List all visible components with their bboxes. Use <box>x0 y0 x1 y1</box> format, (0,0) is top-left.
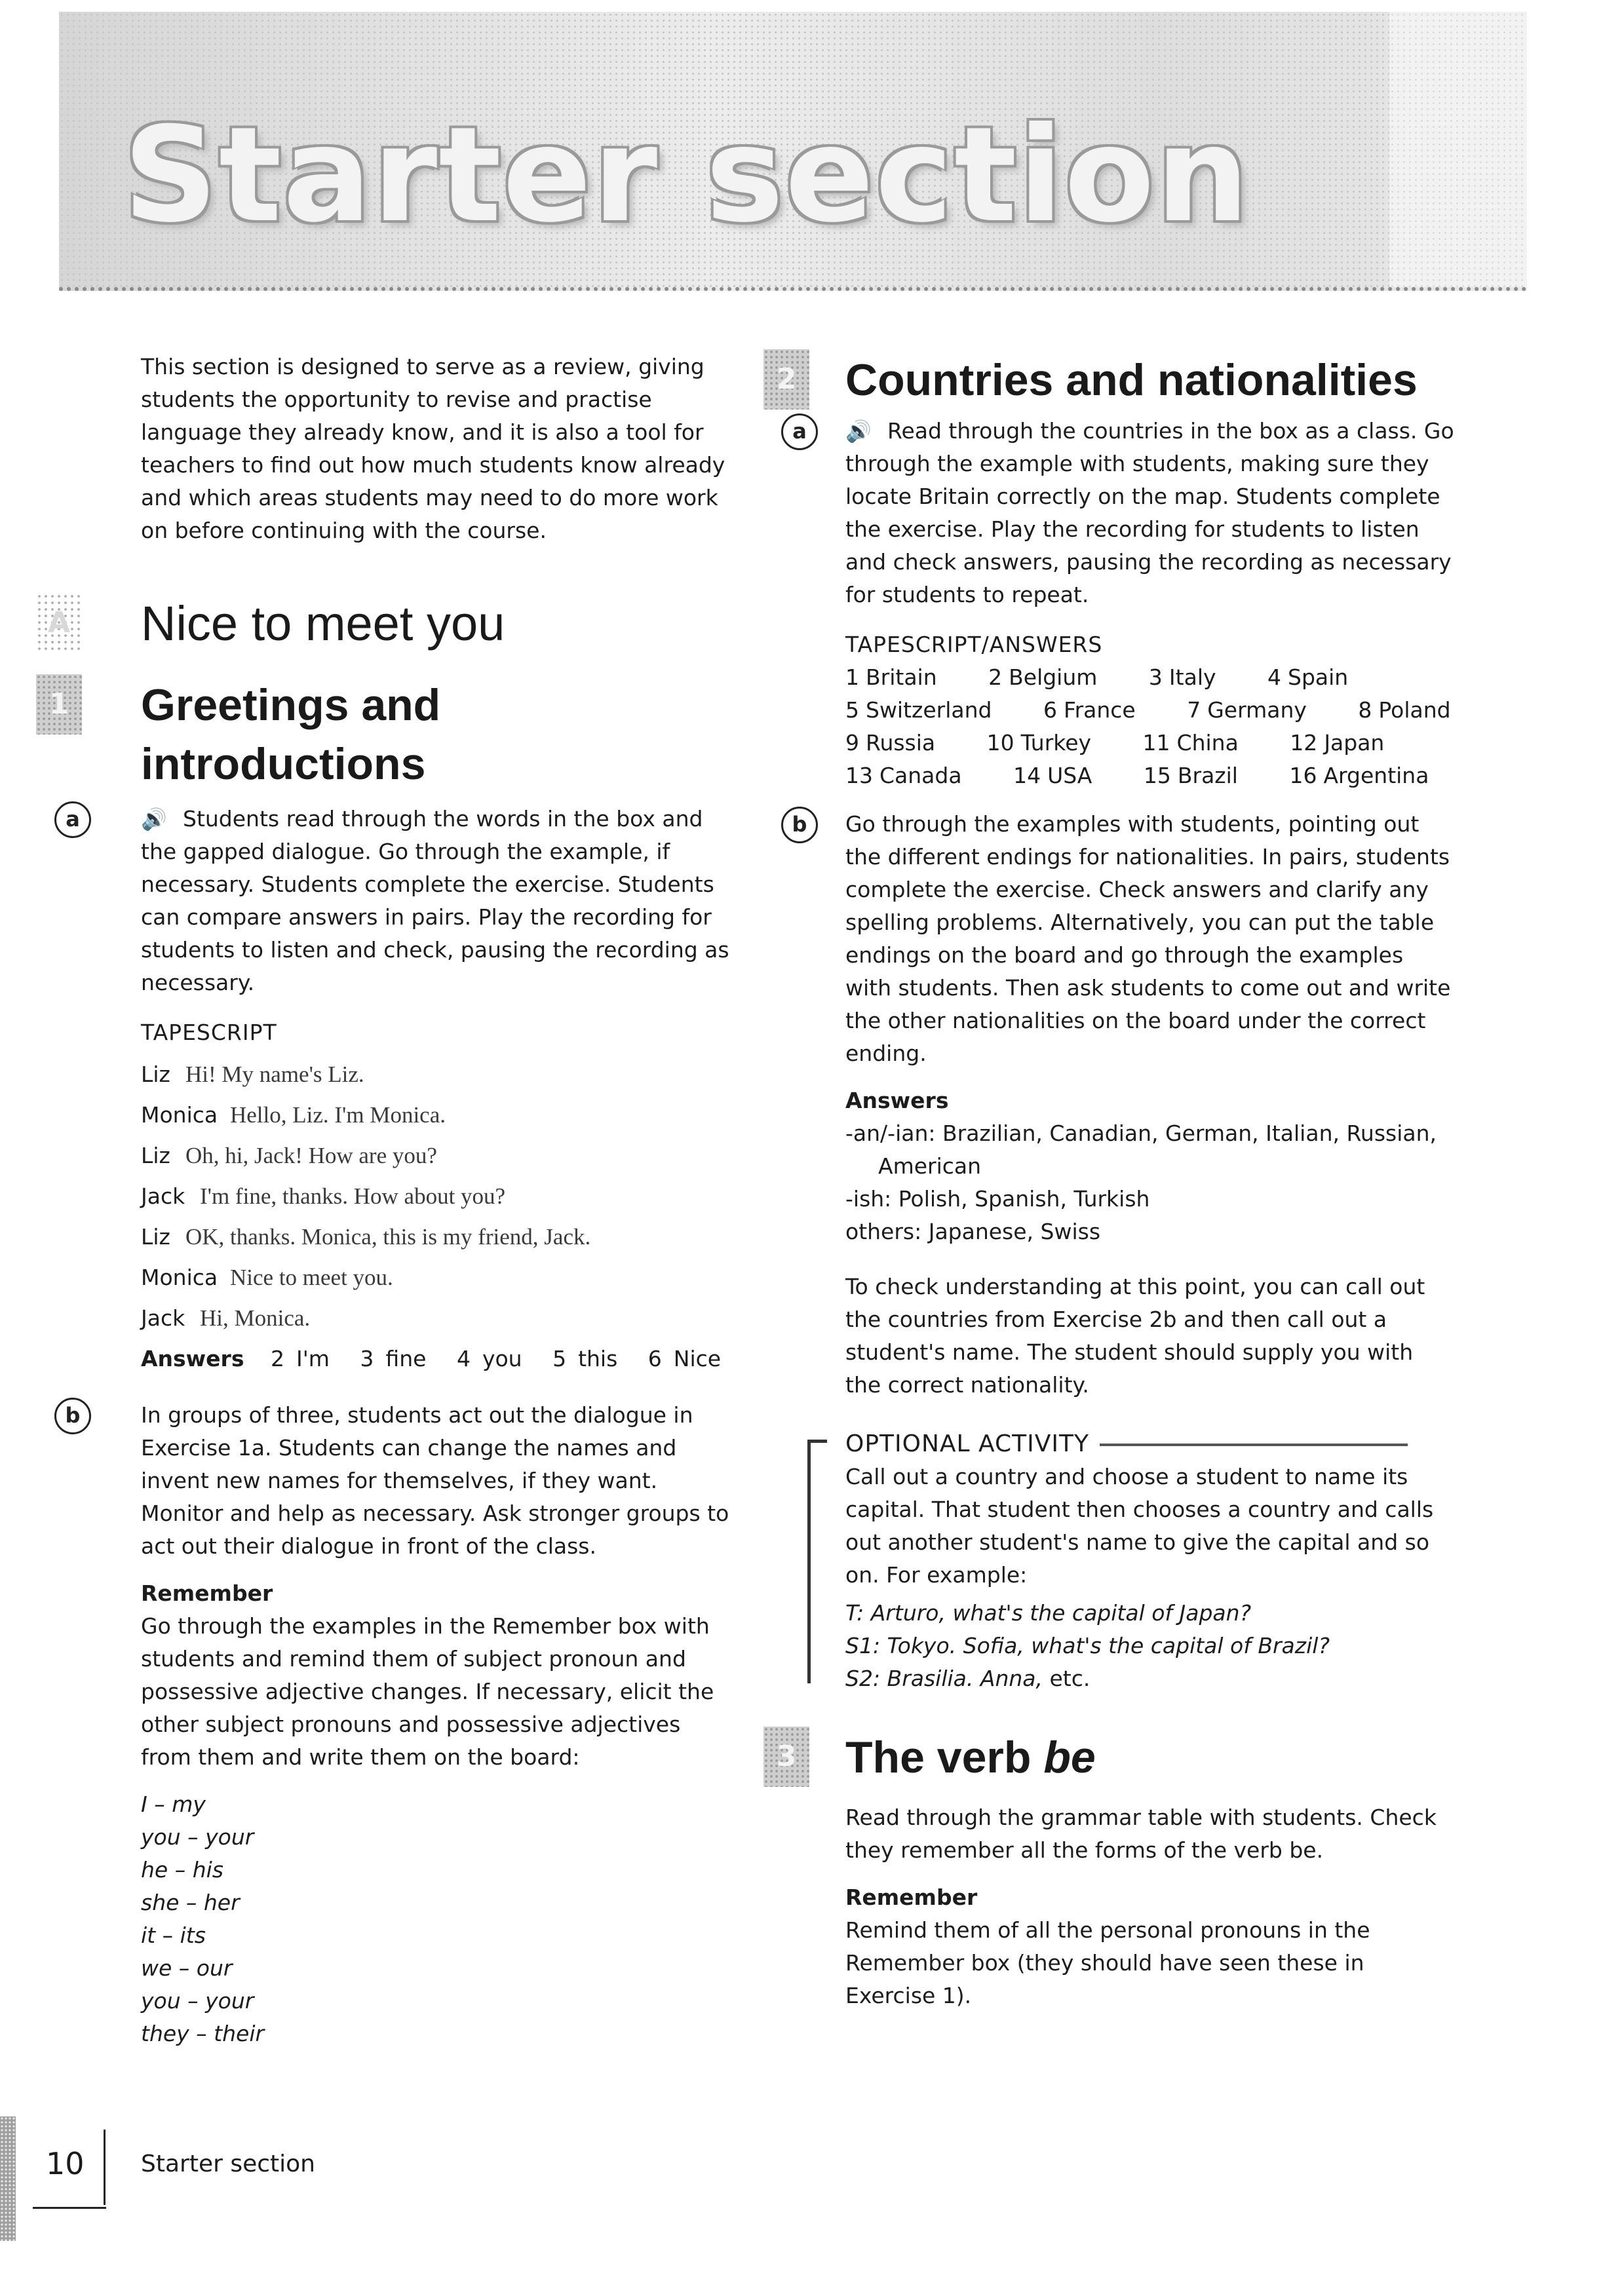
speaker: Jack <box>141 1183 185 1209</box>
audio-icon: 🔊 <box>845 419 872 444</box>
remember-label: Remember <box>141 1580 273 1606</box>
tapescript-dialogue <box>141 1054 731 1339</box>
country-number: 9 <box>845 730 859 756</box>
dialogue-text: OK, thanks. Monica, this is my friend, Jack. <box>185 1224 591 1250</box>
pronoun-pair: she – her <box>141 1890 240 1915</box>
country-name: Canada <box>879 763 962 788</box>
example-line <box>845 1662 1455 1695</box>
country-name: Switzerland <box>866 697 992 723</box>
exercise-1a <box>66 803 731 1379</box>
dialogue-text: Nice to meet you. <box>230 1265 393 1290</box>
pronoun-pair: he – his <box>141 1857 223 1883</box>
country-number: 6 <box>1043 697 1057 723</box>
unit-marker: A <box>36 593 82 653</box>
section-3-text: Read through the grammar table with students. Check they remember all the forms of the verb be. <box>845 1805 1437 1863</box>
optional-activity-bar <box>807 1441 811 1683</box>
country-number: 12 <box>1290 730 1318 756</box>
exercise-instructions: In groups of three, students act out the dialogue in Exercise 1a. Students can change the names and invent new names for themselves, if they want. Monitor and help as necessary. Ask stronger groups to act out their dialogue in front of the class. <box>141 1402 729 1559</box>
dialogue-text: I'm fine, thanks. How about you? <box>200 1183 506 1209</box>
country-number: 3 <box>1148 664 1163 690</box>
right-column <box>776 351 1455 2012</box>
divider <box>1100 1444 1408 1446</box>
section-title <box>845 1728 1455 1787</box>
dialogue-line <box>141 1217 731 1257</box>
country-name: China <box>1176 730 1239 756</box>
check-understanding-text: To check understanding at this point, you can call out the countries from Exercise 2b and then call out a student's name. The student should supply you with the correct nationality. <box>845 1274 1425 1398</box>
section-title-verb: be <box>1043 1732 1096 1782</box>
answer-number: 6 <box>647 1346 662 1371</box>
speaker: Monica <box>141 1102 218 1128</box>
country-number: 1 <box>845 664 859 690</box>
exercise-instructions: Go through the examples with students, pointing out the different endings for nationalities. In pairs, students complete the exercise. Check answers and clarify any spelling problems. Alternatively, you can put the table endings on the board and go through the examples with students. Then ask students to come out and write the other nationalities on the board under the correct ending. <box>845 811 1451 1066</box>
answer-word: I'm <box>296 1346 330 1371</box>
exercise-2a <box>792 415 1455 792</box>
answers-row <box>141 1339 731 1379</box>
section-number-marker: 1 <box>36 674 82 735</box>
pronoun-pair: I – my <box>141 1791 206 1817</box>
country-number: 13 <box>845 763 873 788</box>
country-name: Japan <box>1324 730 1385 756</box>
example-line: S1: Tokyo. Sofia, what's the capital of Brazil? <box>845 1633 1330 1658</box>
answer-number: 3 <box>360 1346 374 1371</box>
country-name: Germany <box>1207 697 1307 723</box>
unit-a-heading <box>47 594 731 653</box>
unit-title: Nice to meet you <box>141 596 505 651</box>
country-number: 5 <box>845 697 859 723</box>
footer-rule-horizontal <box>33 2207 106 2209</box>
intro-paragraph: This section is designed to serve as a review, giving students the opportunity to revise and practise language they already know, and it is also a tool for teachers to find out how much students know already and which areas students may need to do more work on before continuing with the course. <box>141 354 725 543</box>
country-name: Spain <box>1288 664 1349 690</box>
answers-label: Answers <box>141 1346 244 1371</box>
banner-texture <box>1389 12 1527 287</box>
country-number: 8 <box>1358 697 1372 723</box>
section-number-marker: 2 <box>763 349 809 410</box>
answer-word: you <box>482 1346 522 1371</box>
footer-title: Starter section <box>141 2151 315 2177</box>
dialogue-line <box>141 1054 731 1095</box>
remember-text: Go through the examples in the Remember box with students and remind them of subject pronoun and possessive adjective changes. If necessary, elicit the other subject pronouns and possessive adjectives from them and write them on the board: <box>141 1613 714 1770</box>
exercise-text <box>845 415 1455 611</box>
country-number: 10 <box>986 730 1014 756</box>
audio-icon: 🔊 <box>141 807 167 832</box>
pronoun-pair: they – their <box>141 2021 265 2046</box>
pronoun-pair: we – our <box>141 1955 233 1981</box>
tapescript-answers-label: TAPESCRIPT/ANSWERS <box>845 632 1103 657</box>
dialogue-line <box>141 1176 731 1217</box>
nationality-answer: others: Japanese, Swiss <box>845 1219 1101 1244</box>
answer-number: 4 <box>456 1346 471 1371</box>
pronoun-pair: it – its <box>141 1923 206 1948</box>
country-name: France <box>1064 697 1136 723</box>
answer-number: 2 <box>270 1346 284 1371</box>
left-column <box>47 351 731 2050</box>
country-number: 7 <box>1187 697 1201 723</box>
country-list <box>845 661 1455 792</box>
example-italic: S2: Brasilia. Anna, <box>845 1666 1043 1691</box>
country-name: USA <box>1047 763 1092 788</box>
answer-word: fine <box>385 1346 427 1371</box>
country-row <box>845 694 1455 727</box>
country-number: 14 <box>1013 763 1041 788</box>
answers-label: Answers <box>845 1088 949 1113</box>
exercise-instructions: Read through the countries in the box as a class. Go through the example with students, making sure they locate Britain correctly on the map. Students complete the exercise. Play the recording for students to listen and check answers, pausing the recording as necessary for students to repeat. <box>845 418 1454 607</box>
country-row <box>845 661 1455 694</box>
country-name: Brazil <box>1177 763 1238 788</box>
country-number: 16 <box>1289 763 1317 788</box>
exercise-badge: b <box>781 807 818 843</box>
dialogue-line <box>141 1095 731 1136</box>
exercise-instructions: Students read through the words in the box and the gapped dialogue. Go through the example, if necessary. Students complete the exercise. Students can compare answers in pairs. Play the recording for students to listen and check, pausing the recording as necessary. <box>141 806 729 995</box>
dialogue-line <box>141 1298 731 1339</box>
footer-rule-vertical <box>104 2130 106 2205</box>
exercise-badge: b <box>54 1398 91 1434</box>
country-name: Argentina <box>1323 763 1429 788</box>
section-1-heading <box>48 676 731 794</box>
remember-label: Remember <box>845 1885 978 1910</box>
country-name: Belgium <box>1009 664 1098 690</box>
section-3-heading <box>776 1728 1455 1787</box>
optional-activity-title: OPTIONAL ACTIVITY <box>845 1430 1090 1457</box>
exercise-1b <box>65 1399 731 2050</box>
optional-activity-heading <box>845 1428 1455 1461</box>
example-line: T: Arturo, what's the capital of Japan? <box>845 1600 1252 1626</box>
dialogue-text: Hi! My name's Liz. <box>185 1062 364 1087</box>
dialogue-line <box>141 1257 731 1298</box>
exercise-2b <box>792 808 1455 1402</box>
speaker: Liz <box>141 1224 170 1250</box>
country-name: Poland <box>1378 697 1451 723</box>
country-name: Turkey <box>1020 730 1092 756</box>
dialogue-text: Hi, Monica. <box>200 1305 311 1331</box>
optional-activity-text: Call out a country and choose a student to name its capital. That student then chooses a country and calls out another student's name to give the capital and so on. For example: <box>845 1464 1434 1588</box>
optional-activity-bar-top <box>807 1440 827 1443</box>
remember-text: Remind them of all the personal pronouns in the Remember box (they should have seen these in Exercise 1). <box>845 1917 1370 2008</box>
country-number: 4 <box>1267 664 1282 690</box>
pronoun-pair: you – your <box>141 1988 254 2014</box>
pronoun-list <box>141 1788 731 2050</box>
country-row <box>845 759 1455 792</box>
section-2-heading <box>776 351 1455 410</box>
speaker: Monica <box>141 1265 218 1290</box>
nationality-answer: -an/-ian: Brazilian, Canadian, German, Italian, Russian, <box>845 1120 1437 1146</box>
country-name: Italy <box>1168 664 1216 690</box>
optional-activity <box>845 1428 1455 1695</box>
exercise-badge: a <box>54 801 91 838</box>
section-title: Greetings and introductions <box>141 680 441 789</box>
tapescript-label: TAPESCRIPT <box>141 1020 277 1045</box>
page-number: 10 <box>46 2146 85 2181</box>
country-number: 11 <box>1142 730 1170 756</box>
section-title-text: The verb <box>845 1732 1044 1782</box>
pronoun-pair: you – your <box>141 1824 254 1850</box>
nationality-answer-continued: American <box>878 1153 982 1179</box>
answer-word: this <box>578 1346 618 1371</box>
footer-strip <box>0 2116 16 2241</box>
example-suffix: etc. <box>1043 1666 1091 1691</box>
answer-number: 5 <box>552 1346 567 1371</box>
dialogue-text: Oh, hi, Jack! How are you? <box>185 1143 437 1168</box>
answer-word: Nice <box>673 1346 722 1371</box>
dialogue-text: Hello, Liz. I'm Monica. <box>230 1102 446 1128</box>
country-name: Britain <box>866 664 937 690</box>
dialogue-line <box>141 1136 731 1176</box>
nationality-answer: -ish: Polish, Spanish, Turkish <box>845 1186 1150 1212</box>
country-row <box>845 727 1455 759</box>
page-footer <box>0 2116 524 2248</box>
exercise-text <box>141 803 731 999</box>
section-title: Countries and nationalities <box>845 355 1418 405</box>
exercise-badge: a <box>781 413 818 450</box>
speaker: Liz <box>141 1143 170 1168</box>
speaker: Jack <box>141 1305 185 1331</box>
speaker: Liz <box>141 1062 170 1087</box>
header-banner <box>59 12 1527 291</box>
page-title: Starter section <box>123 99 1250 252</box>
country-name: Russia <box>866 730 936 756</box>
country-number: 2 <box>988 664 1003 690</box>
section-number-marker: 3 <box>763 1727 809 1787</box>
country-number: 15 <box>1143 763 1171 788</box>
